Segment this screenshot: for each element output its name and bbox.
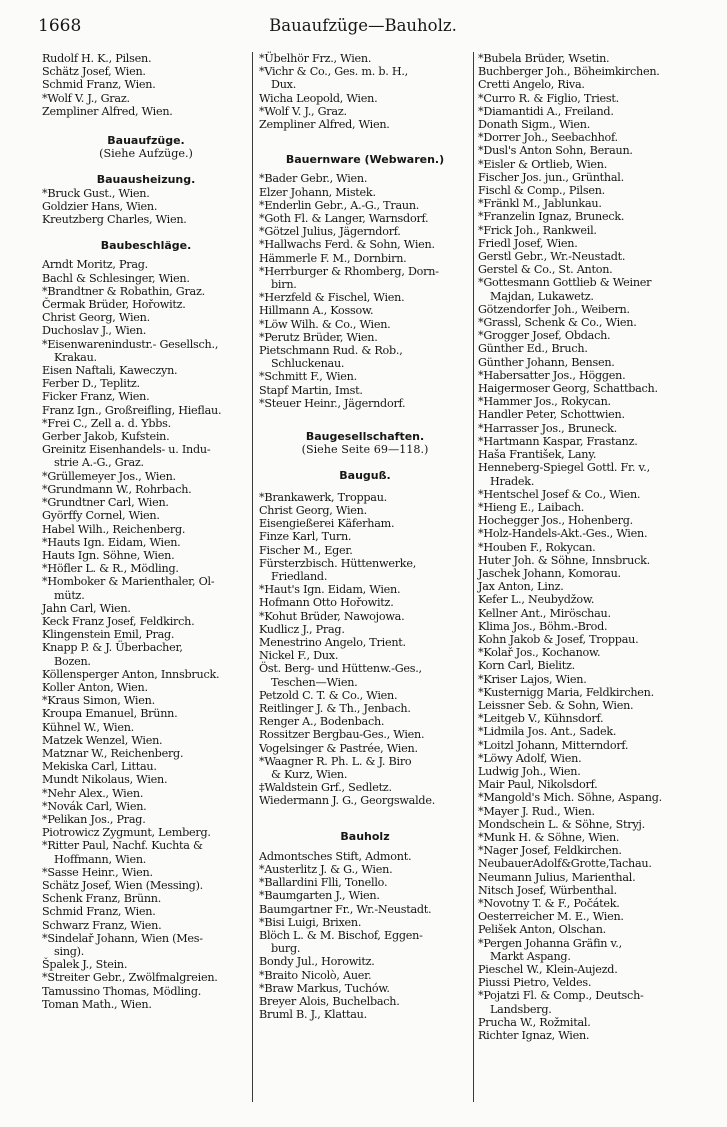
directory-entry: Matzek Wenzel, Wien. <box>42 733 163 747</box>
directory-entry: Baumgartner Fr., Wr.-Neustadt. <box>259 902 432 916</box>
directory-entry: Schätz Josef, Wien. <box>42 65 146 79</box>
directory-entry: *Höfler L. & R., Mödling. <box>42 562 179 576</box>
directory-entry: Jahn Carl, Wien. <box>42 601 131 615</box>
directory-entry: Ficker Franz, Wien. <box>42 390 150 404</box>
directory-entry: Hochegger Jos., Hohenberg. <box>478 514 633 528</box>
directory-entry-continuation: Schluckenau. <box>271 357 345 371</box>
directory-entry: Špalek J., Stein. <box>42 958 128 972</box>
directory-entry: Neumann Julius, Marienthal. <box>478 870 636 884</box>
directory-entry: Jaschek Johann, Komorau. <box>478 566 621 580</box>
spacer <box>42 118 250 134</box>
directory-entry: Schenk Franz, Brünn. <box>42 892 162 906</box>
directory-entry: Hofmann Otto Hořowitz. <box>259 596 394 610</box>
directory-entry: Kühnel W., Wien. <box>42 720 134 734</box>
directory-entry: Rossitzer Bergbau-Ges., Wien. <box>259 728 425 742</box>
directory-entry: *Pergen Johanna Gräfin v., <box>478 936 622 950</box>
cross-reference-note: (Siehe Seite 69—118.) <box>301 443 429 457</box>
directory-entry: Schwarz Franz, Wien. <box>42 918 162 932</box>
directory-entry: Admontsches Stift, Admont. <box>259 849 412 863</box>
directory-entry: Toman Math., Wien. <box>42 997 152 1011</box>
directory-entry: *Hallwachs Ferd. & Sohn, Wien. <box>259 238 435 252</box>
column-middle <box>259 52 471 1102</box>
directory-entry: Petzold C. T. & Co., Wien. <box>259 688 398 702</box>
directory-entry: Öst. Berg- und Hüttenw.-Ges., <box>259 662 422 676</box>
directory-entry: Nitsch Josef, Würbenthal. <box>478 883 617 897</box>
directory-entry-continuation: sing). <box>54 945 85 958</box>
column-left <box>42 52 250 1102</box>
directory-entry: Blöch L. & M. Bischof, Eggen- <box>259 928 423 942</box>
directory-entry: *Brandtner & Robathin, Graz. <box>42 284 205 298</box>
directory-entry-continuation: Landsberg. <box>490 1002 552 1016</box>
directory-entry: Götzendorfer Joh., Weibern. <box>478 302 630 316</box>
directory-entry: Günther Johann, Bensen. <box>478 355 615 369</box>
directory-entry: *Hammer Jos., Rokycan. <box>478 395 611 409</box>
directory-entry: Pieschel W., Klein-Aujezd. <box>478 963 618 977</box>
directory-entry: Richter Ignaz, Wien. <box>478 1029 590 1043</box>
directory-entry: *Herzfeld & Fischel, Wien. <box>259 291 405 305</box>
directory-entry: *Loitzl Johann, Mitterndorf. <box>478 738 629 752</box>
directory-entry: Finze Karl, Turn. <box>259 530 352 544</box>
directory-entry: Franz Ign., Großreifling, Hieflau. <box>42 403 222 417</box>
directory-entry: *Kusternigg Maria, Feldkirchen. <box>478 685 654 699</box>
directory-entry: *Hieng E., Laibach. <box>478 500 585 514</box>
directory-entry: Vogelsinger & Pastrée, Wien. <box>259 741 418 755</box>
directory-entry: *Ballardini Flli, Tonello. <box>259 876 388 890</box>
directory-entry: Kroupa Emanuel, Brünn. <box>42 707 178 721</box>
directory-entry: Elzer Johann, Mistek. <box>259 185 376 199</box>
directory-entry: Christ Georg, Wien. <box>42 311 150 325</box>
directory-entry: *Kriser Lajos, Wien. <box>478 672 587 686</box>
directory-entry-continuation: burg. <box>271 942 301 956</box>
directory-entry: Piotrowicz Zygmunt, Lemberg. <box>42 826 211 840</box>
directory-entry: *Bader Gebr., Wien. <box>259 172 368 186</box>
directory-entry: Cretti Angelo, Riva. <box>478 78 585 92</box>
directory-entry: Haigermoser Georg, Schattbach. <box>478 382 658 396</box>
directory-entry: Handler Peter, Schottwien. <box>478 408 625 422</box>
directory-entry-continuation: Hoffmann, Wien. <box>54 852 147 866</box>
directory-entry: Gerber Jakob, Kufstein. <box>42 430 170 444</box>
directory-entry: Menestrino Angelo, Trient. <box>259 635 406 649</box>
section-heading: Bauguß. <box>339 469 391 483</box>
directory-entry: Greinitz Eisenhandels- u. Indu- <box>42 443 211 457</box>
directory-entry: *Mangold's Mich. Söhne, Aspang. <box>478 791 662 805</box>
directory-entry: *Harrasser Jos., Bruneck. <box>478 421 617 435</box>
directory-entry: Matznar W., Reichenberg. <box>42 746 184 760</box>
directory-entry: Fischer M., Eger. <box>259 543 353 557</box>
directory-entry: *Wolf V. J., Graz. <box>42 91 130 105</box>
directory-entry: NeubauerAdolf&Grotte,Tachau. <box>478 857 652 871</box>
directory-entry: *Sindelař Johann, Wien (Mes- <box>42 931 203 945</box>
directory-entry: Pietschmann Rud. & Rob., <box>259 344 403 358</box>
directory-entry-continuation: birn. <box>271 278 297 292</box>
directory-entry-continuation: Bozen. <box>54 654 91 668</box>
directory-entry: *Hentschel Josef & Co., Wien. <box>478 487 641 501</box>
directory-entry: Wiedermann J. G., Georgswalde. <box>259 794 436 808</box>
directory-entry: *Novák Carl, Wien. <box>42 799 147 813</box>
directory-entry: *Nager Josef, Feldkirchen. <box>478 844 622 858</box>
directory-entry: *Diamantidi A., Freiland. <box>478 104 614 118</box>
directory-entry: Tamussino Thomas, Mödling. <box>42 984 202 998</box>
directory-entry: *Mayer J. Rud., Wien. <box>478 804 595 818</box>
directory-entry: *Steuer Heinr., Jägerndorf. <box>259 396 406 410</box>
directory-entry: Habel Wilh., Reichenberg. <box>42 522 186 536</box>
directory-entry: *Leitgeb V., Kühnsdorf. <box>478 712 604 726</box>
directory-entry: Gerstel & Co., St. Anton. <box>478 263 613 277</box>
directory-entry: *Bisi Luigi, Brixen. <box>259 915 362 929</box>
directory-entry: Günther Ed., Bruch. <box>478 342 588 356</box>
running-title: Bauaufzüge—Bauholz. <box>269 16 457 35</box>
directory-entry: *Götzel Julius, Jägerndorf. <box>259 225 401 239</box>
directory-entry-continuation: Hradek. <box>490 474 535 488</box>
page-number: 1668 <box>38 16 82 36</box>
directory-entry: *Enderlin Gebr., A.-G., Traun. <box>259 198 420 212</box>
directory-entry: *Braw Markus, Tuchów. <box>259 981 390 995</box>
directory-entry: *Lidmila Jos. Ant., Sadek. <box>478 725 617 739</box>
directory-entry: Fischer Jos. jun., Grünthal. <box>478 170 624 184</box>
directory-entry: *Brankawerk, Troppau. <box>259 490 387 504</box>
directory-entry-continuation: Krakau. <box>54 350 97 364</box>
directory-entry: *Kohut Brüder, Nawojowa. <box>259 609 405 623</box>
directory-entry: *Munk H. & Söhne, Wien. <box>478 830 620 844</box>
directory-entry: *Goth Fl. & Langer, Warnsdorf. <box>259 212 429 226</box>
directory-entry: Köllensperger Anton, Innsbruck. <box>42 667 220 681</box>
directory-entry: *Kolař Jos., Kochanow. <box>478 646 601 660</box>
directory-entry: *Schmitt F., Wien. <box>259 370 357 384</box>
directory-entry: Gerstl Gebr., Wr.-Neustadt. <box>478 250 626 264</box>
directory-entry: Eisengießerei Käferham. <box>259 517 395 531</box>
directory-entry: Donath Sigm., Wien. <box>478 118 591 132</box>
directory-entry: Keck Franz Josef, Feldkirch. <box>42 614 195 628</box>
directory-entry: *Hauts Ign. Eidam, Wien. <box>42 535 181 549</box>
spacer <box>259 808 471 830</box>
section-heading: Bauernware (Webwaren.) <box>285 153 445 167</box>
column-right <box>478 52 690 1102</box>
directory-entry: Györffy Cornel, Wien. <box>42 509 160 523</box>
directory-entry: *Bubela Brüder, Wsetin. <box>478 52 610 65</box>
directory-entry: Kellner Ant., Miröschau. <box>478 606 611 620</box>
directory-entry: *Herrburger & Rhomberg, Dorn- <box>259 264 439 278</box>
directory-entry: Klima Jos., Böhm.-Brod. <box>478 619 608 633</box>
directory-entry: Fürsterzbisch. Hüttenwerke, <box>259 556 417 570</box>
directory-entry: Hämmerle F. M., Dornbirn. <box>259 251 407 265</box>
directory-entry: *Grassl, Schenk & Co., Wien. <box>478 316 637 330</box>
directory-entry: Bruml B. J., Klattau. <box>259 1008 367 1022</box>
directory-entry: Huter Joh. & Söhne, Innsbruck. <box>478 553 650 567</box>
directory-entry: *Grundmann W., Rohrbach. <box>42 482 192 496</box>
directory-entry: *Eisenwarenindustr.- Gesellsch., <box>42 337 219 351</box>
directory-entry: Čermak Brüder, Hořowitz. <box>42 298 186 312</box>
directory-entry: Buchberger Joh., Böheimkirchen. <box>478 65 660 79</box>
directory-entry: Kohn Jakob & Josef, Troppau. <box>478 632 639 646</box>
section-heading: Baugesellschaften. <box>305 430 425 444</box>
directory-entry: Breyer Alois, Buchelbach. <box>259 995 400 1008</box>
column-divider <box>252 52 253 1102</box>
directory-entry: Kreutzberg Charles, Wien. <box>42 213 187 227</box>
directory-entry: *Grüllemeyer Jos., Wien. <box>42 469 176 483</box>
directory-entry: *Dorrer Joh., Seebachhof. <box>478 131 618 145</box>
directory-entry: Rudolf H. K., Pilsen. <box>42 52 152 65</box>
section-heading: Baubeschläge. <box>100 239 192 253</box>
directory-entry: *Frick Joh., Rankweil. <box>478 223 597 237</box>
directory-entry: Stapf Martin, Imst. <box>259 383 363 397</box>
directory-entry: *Waagner R. Ph. L. & J. Biro <box>259 754 412 768</box>
directory-entry: *Übelhör Frz., Wien. <box>259 52 372 65</box>
page-header <box>38 16 688 40</box>
directory-entry: *Holz-Handels-Akt.-Ges., Wien. <box>478 527 648 541</box>
directory-entry-continuation: mütz. <box>54 588 85 602</box>
directory-entry: Nickel F., Dux. <box>259 649 339 663</box>
directory-entry: Haša František, Lany. <box>478 448 597 462</box>
directory-entry: *Sasse Heinr., Wien. <box>42 865 153 879</box>
directory-entry: *Nehr Alex., Wien. <box>42 786 144 800</box>
directory-entry-continuation: Teschen—Wien. <box>271 675 358 689</box>
directory-entry-continuation: Majdan, Lukawetz. <box>490 289 594 303</box>
directory-entry: Duchoslav J., Wien. <box>42 324 147 338</box>
directory-entry: *Hartmann Kaspar, Frastanz. <box>478 434 638 448</box>
directory-entry: Jax Anton, Linz. <box>478 580 564 594</box>
directory-entry: Ludwig Joh., Wien. <box>478 764 581 778</box>
directory-entry: Mair Paul, Nikolsdorf. <box>478 778 598 792</box>
directory-entry: Eisen Naftali, Kaweczyn. <box>42 364 178 378</box>
directory-entry: *Haut's Ign. Eidam, Wien. <box>259 583 401 597</box>
directory-entry: *Frei C., Zell a. d. Ybbs. <box>42 416 171 430</box>
spacer <box>42 160 250 173</box>
directory-entry: Bondy Jul., Horowitz. <box>259 955 375 969</box>
spacer <box>259 843 471 850</box>
directory-entry: Zempliner Alfred, Wien. <box>42 104 173 118</box>
directory-entry: Wicha Leopold, Wien. <box>259 91 378 105</box>
directory-entry: Klingenstein Emil, Prag. <box>42 628 175 642</box>
directory-entry: *Franzelin Ignaz, Bruneck. <box>478 210 625 224</box>
directory-entry: Renger A., Bodenbach. <box>259 715 385 729</box>
directory-entry-continuation: & Kurz, Wien. <box>271 767 348 781</box>
directory-entry: *Vichr & Co., Ges. m. b. H., <box>259 65 408 79</box>
directory-entry: Kudlicz J., Prag. <box>259 622 345 636</box>
section-heading: Bauholz <box>340 829 390 843</box>
spacer <box>259 456 471 469</box>
directory-entry: Schmid Franz, Wien. <box>42 78 156 92</box>
directory-entry: Oesterreicher M. E., Wien. <box>478 910 624 924</box>
directory-entry: *Löwy Adolf, Wien. <box>478 751 582 765</box>
directory-entry: Goldzier Hans, Wien. <box>42 199 158 213</box>
directory-entry: *Pelikan Jos., Prag. <box>42 812 146 826</box>
directory-entry: *Dusl's Anton Sohn, Beraun. <box>478 144 633 158</box>
directory-entry: Bachl & Schlesinger, Wien. <box>42 271 190 285</box>
directory-entry: Ferber D., Teplitz. <box>42 377 140 391</box>
directory-entry: *Baumgarten J., Wien. <box>259 889 380 903</box>
directory-entry: *Löw Wilh. & Co., Wien. <box>259 317 391 331</box>
directory-entry: Mekiska Carl, Littau. <box>42 760 157 774</box>
directory-entry: *Bruck Gust., Wien. <box>42 186 150 200</box>
directory-entry: Prucha W., Rožmital. <box>478 1015 591 1029</box>
directory-entry: *Austerlitz J. & G., Wien. <box>259 862 393 876</box>
directory-entry: *Grogger Josef, Obdach. <box>478 329 611 343</box>
directory-entry: Schätz Josef, Wien (Messing). <box>42 878 203 892</box>
directory-entry: *Gottesmann Gottlieb & Weiner <box>478 276 652 290</box>
directory-entry: Christ Georg, Wien. <box>259 503 367 517</box>
spacer <box>259 483 471 491</box>
section-heading: Bauausheizung. <box>96 173 196 187</box>
directory-entry-continuation: Markt Aspang. <box>490 949 571 963</box>
directory-entry: *Grundtner Carl, Wien. <box>42 496 169 510</box>
directory-entry: *Ritter Paul, Nachf. Kuchta & <box>42 839 203 853</box>
directory-entry-continuation: Friedland. <box>271 569 328 583</box>
directory-entry: Henneberg-Spiegel Gottl. Fr. v., <box>478 461 650 475</box>
directory-entry-continuation: Dux. <box>271 78 297 92</box>
directory-entry: *Novotny T. & F., Počátek. <box>478 897 620 910</box>
column-divider <box>473 52 474 1102</box>
cross-reference-note: (Siehe Aufzüge.) <box>99 147 193 161</box>
directory-entry: *Pojatzi Fl. & Comp., Deutsch- <box>478 989 644 1003</box>
directory-entry: Korn Carl, Bielitz. <box>478 659 575 673</box>
directory-entry: Hauts Ign. Söhne, Wien. <box>42 548 175 562</box>
directory-entry: *Curro R. & Figlio, Triest. <box>478 91 619 105</box>
directory-entry: *Fränkl M., Jablunkau. <box>478 197 602 211</box>
directory-entry: *Houben F., Rokycan. <box>478 540 596 554</box>
directory-entry: Friedl Josef, Wien. <box>478 236 578 250</box>
directory-entry: Reitlinger J. & Th., Jenbach. <box>259 701 411 715</box>
directory-entry: Kefer L., Neubydžow. <box>478 593 595 607</box>
directory-entry: Zempliner Alfred, Wien. <box>259 118 390 132</box>
directory-entry: *Habersatter Jos., Höggen. <box>478 368 626 382</box>
directory-entry: Pelišek Anton, Olschan. <box>478 923 606 937</box>
directory-entry: Mundt Nikolaus, Wien. <box>42 773 168 787</box>
directory-entry: Hillmann A., Kossow. <box>259 304 374 318</box>
directory-entry: *Eisler & Ortlieb, Wien. <box>478 157 608 171</box>
directory-entry: Arndt Moritz, Prag. <box>42 258 148 272</box>
directory-entry: Knapp P. & J. Überbacher, <box>42 641 183 655</box>
spacer <box>42 226 250 239</box>
directory-entry: *Braito Nicolò, Auer. <box>259 968 372 982</box>
directory-entry: Leissner Seb. & Sohn, Wien. <box>478 698 634 712</box>
directory-entry: ‡Waldstein Grf., Sedletz. <box>259 781 392 795</box>
directory-entry-continuation: strie A.-G., Graz. <box>54 456 144 470</box>
directory-entry: Mondschein L. & Söhne, Stryj. <box>478 817 645 831</box>
directory-entry: *Homboker & Marienthaler, Ol- <box>42 575 215 589</box>
section-heading: Bauaufzüge. <box>107 134 185 148</box>
directory-entry: Fischl & Comp., Pilsen. <box>478 184 605 198</box>
spacer <box>259 410 471 430</box>
directory-entry: *Perutz Brüder, Wien. <box>259 330 378 344</box>
directory-entry: Piussi Pietro, Veldes. <box>478 976 592 990</box>
directory-entry: *Wolf V. J., Graz. <box>259 104 347 118</box>
spacer <box>259 131 471 153</box>
directory-entry: Koller Anton, Wien. <box>42 680 148 694</box>
directory-entry: Schmid Franz, Wien. <box>42 905 156 919</box>
directory-entry: *Kraus Simon, Wien. <box>42 694 155 708</box>
directory-entry: *Streiter Gebr., Zwölfmalgreien. <box>42 971 218 985</box>
